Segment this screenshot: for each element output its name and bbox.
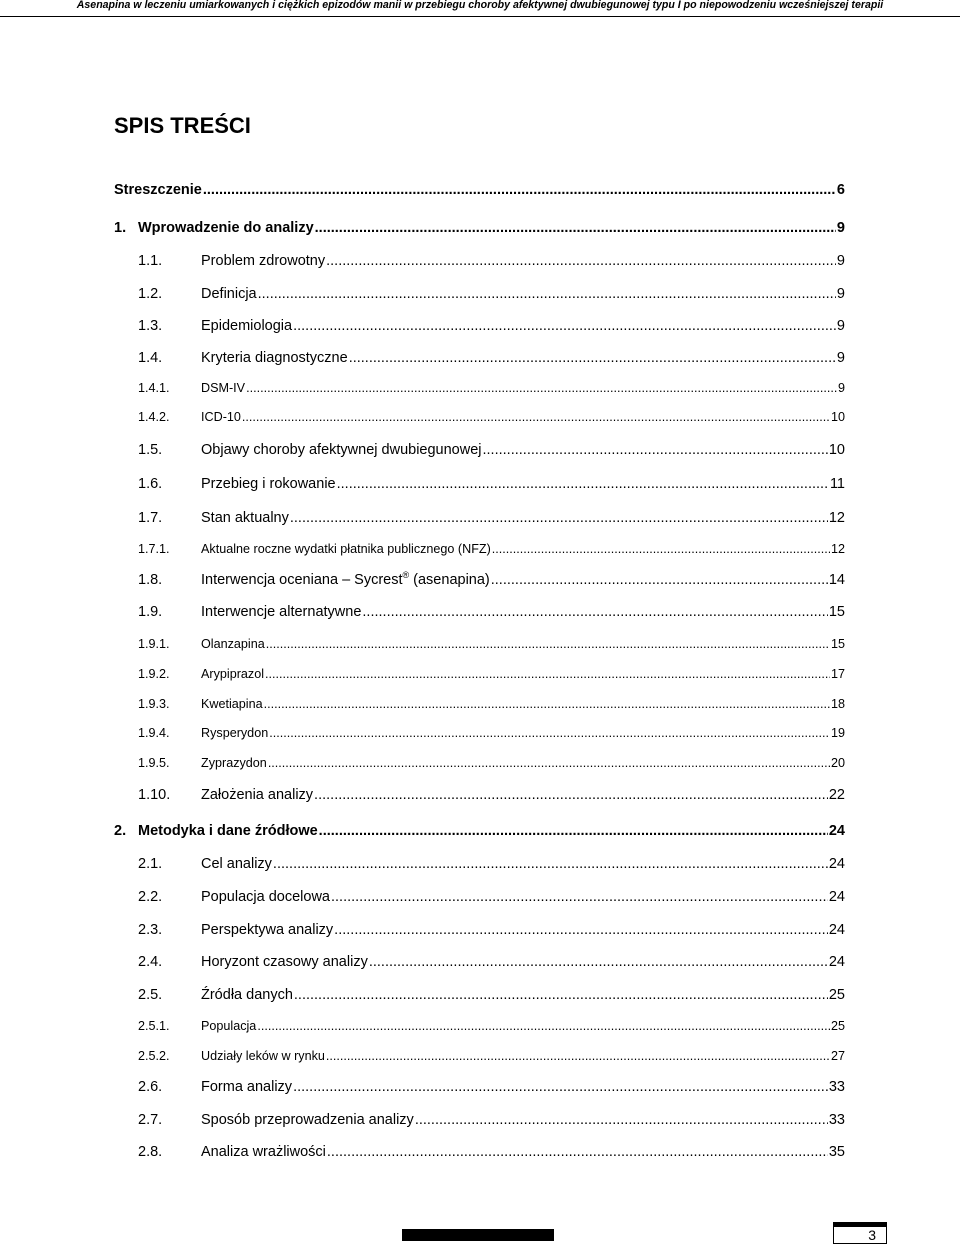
toc-entry-number: 2.5.2. [138, 1049, 170, 1063]
toc-entry[interactable] [0, 1016, 960, 1036]
toc-entry[interactable] [0, 753, 960, 773]
toc-entry-text: Perspektywa analizy [201, 922, 334, 938]
running-header: Asenapina w leczeniu umiarkowanych i ciężkich epizodów manii w przebiegu choroby afektywnej dwubiegunowej typu I po niepowodzeniu wcześniejszej terapii [0, 0, 960, 17]
toc-leader-dots [326, 1046, 830, 1066]
toc-entry-text: Interwencja oceniana – Sycrest® (asenapina) [201, 570, 490, 588]
toc-leader-dots [257, 1016, 830, 1036]
toc-entry-number: 1.9.1. [138, 637, 170, 651]
toc-leader-dots [483, 440, 828, 460]
toc-entry-number: 1.4. [138, 350, 163, 366]
toc-leader-dots [319, 821, 828, 841]
toc-page-number: 10 [828, 442, 845, 458]
toc-entry-text: Kwetiapina [201, 697, 263, 711]
toc-entry[interactable] [0, 664, 960, 684]
toc-leader-dots [203, 180, 836, 200]
toc-page-number: 24 [828, 954, 845, 970]
toc-entry[interactable] [0, 602, 960, 622]
toc-entry-number: 1. [114, 220, 127, 236]
toc-leader-dots [264, 694, 830, 714]
toc-page-number: 9 [836, 220, 845, 236]
toc-entry-number: 1.9.3. [138, 697, 170, 711]
toc-page-number: 25 [828, 987, 845, 1003]
toc-entry-text: Populacja [201, 1019, 257, 1033]
toc-entry-text: Przebieg i rokowanie [201, 476, 336, 492]
toc-page-number: 12 [828, 510, 845, 526]
toc-entry[interactable] [0, 887, 960, 907]
toc-entry-number: 2. [114, 823, 127, 839]
toc-entry-text: Metodyka i dane źródłowe [138, 823, 318, 839]
toc-entry-number: 2.1. [138, 856, 163, 872]
toc-entry[interactable] [0, 694, 960, 714]
toc-entry[interactable] [0, 284, 960, 304]
toc-page-number: 24 [828, 856, 845, 872]
toc-leader-dots [268, 753, 830, 773]
toc-leader-dots [362, 602, 827, 622]
toc-entry-number: 1.3. [138, 318, 163, 334]
toc-page-number: 33 [828, 1112, 845, 1128]
toc-entry-number: 1.7.1. [138, 542, 170, 556]
toc-page-number: 24 [828, 889, 845, 905]
toc-entry-number: 1.5. [138, 442, 163, 458]
toc-entry-text: ICD-10 [201, 410, 241, 424]
toc-entry[interactable] [0, 407, 960, 427]
toc-entry-number: 1.9. [138, 604, 163, 620]
toc-entry-text: Streszczenie [114, 182, 202, 198]
toc-page-number: 27 [830, 1049, 845, 1063]
toc-leader-dots [269, 723, 830, 743]
toc-entry[interactable] [0, 1046, 960, 1066]
page-title: SPIS TREŚCI [114, 113, 251, 138]
toc-leader-dots [266, 634, 830, 654]
toc-entry-text: Arypiprazol [201, 667, 264, 681]
toc-entry-streszczenie[interactable] [0, 180, 960, 200]
toc-entry[interactable] [0, 348, 960, 368]
registered-mark: ® [402, 570, 410, 581]
toc-entry-text: Analiza wrażliwości [201, 1144, 326, 1160]
toc-entry[interactable] [0, 920, 960, 940]
toc-entry-text: Horyzont czasowy analizy [201, 954, 368, 970]
page-number: 3 [833, 1222, 887, 1244]
toc-entry-text: Źródła danych [201, 987, 293, 1003]
toc-page-number: 19 [830, 726, 845, 740]
toc-entry[interactable] [0, 539, 960, 559]
toc-page-number: 11 [829, 476, 845, 492]
toc-entry[interactable] [0, 634, 960, 654]
toc-entry-number: 2.3. [138, 922, 163, 938]
toc-page-number: 22 [828, 787, 845, 803]
toc-leader-dots [369, 952, 828, 972]
toc-page-number: 35 [828, 1144, 845, 1160]
toc-entry-number: 2.7. [138, 1112, 163, 1128]
toc-page-number: 15 [828, 604, 845, 620]
toc-entry[interactable] [0, 251, 960, 271]
toc-entry-number: 1.9.4. [138, 726, 170, 740]
toc-entry-text: Udziały leków w rynku [201, 1049, 325, 1063]
toc-leader-dots [273, 854, 828, 874]
toc-entry-number: 1.9.5. [138, 756, 170, 770]
toc-entry-text: Problem zdrowotny [201, 253, 326, 269]
toc-leader-dots [415, 1110, 828, 1130]
toc-entry-text: Aktualne roczne wydatki płatnika publicznego (NFZ) [201, 542, 491, 556]
toc-entry-wprowadzenie[interactable] [0, 218, 960, 238]
toc-entry-text: Objawy choroby afektywnej dwubiegunowej [201, 442, 482, 458]
toc-entry-number: 2.6. [138, 1079, 163, 1095]
toc-entry-text: Rysperydon [201, 726, 269, 740]
toc-page-number: 12 [830, 542, 845, 556]
toc-entry-number: 2.8. [138, 1144, 163, 1160]
toc-entry-text: Stan aktualny [201, 510, 289, 526]
toc-page-number: 25 [830, 1019, 845, 1033]
toc-leader-dots [293, 316, 836, 336]
toc-entry[interactable] [0, 474, 960, 494]
toc-entry-text: Forma analizy [201, 1079, 293, 1095]
toc-leader-dots [334, 920, 828, 940]
toc-entry-text: Olanzapina [201, 637, 265, 651]
toc-entry[interactable] [0, 854, 960, 874]
toc-entry[interactable] [0, 723, 960, 743]
toc-entry-number: 1.7. [138, 510, 163, 526]
toc-entry-number: 1.8. [138, 572, 163, 588]
toc-leader-dots [337, 474, 829, 494]
toc-entry[interactable] [0, 785, 960, 805]
toc-page-number: 9 [836, 318, 845, 334]
toc-entry-text: DSM-IV [201, 381, 246, 395]
toc-page-number: 9 [836, 350, 845, 366]
toc-page-number: 20 [830, 756, 845, 770]
toc-page-number: 9 [836, 286, 845, 302]
toc-leader-dots [327, 1142, 828, 1162]
toc-entry-text: Sposób przeprowadzenia analizy [201, 1112, 414, 1128]
toc-entry-number: 1.4.1. [138, 381, 170, 395]
toc-entry-number: 1.10. [138, 787, 171, 803]
toc-page-number: 10 [830, 410, 845, 424]
toc-entry-text: Kryteria diagnostyczne [201, 350, 348, 366]
toc-entry-number: 1.1. [138, 253, 163, 269]
toc-entry-text: Założenia analizy [201, 787, 314, 803]
toc-page-number: 33 [828, 1079, 845, 1095]
toc-leader-dots [349, 348, 836, 368]
toc-entry-number: 1.9.2. [138, 667, 170, 681]
toc-leader-dots [314, 785, 828, 805]
toc-page-number: 14 [828, 572, 845, 588]
toc-leader-dots [246, 378, 837, 398]
toc-entry[interactable] [0, 952, 960, 972]
toc-entry-number: 1.2. [138, 286, 163, 302]
toc-page-number: 15 [830, 637, 845, 651]
toc-entry[interactable] [0, 570, 960, 590]
toc-leader-dots [290, 508, 828, 528]
toc-entry-number: 1.4.2. [138, 410, 170, 424]
toc-entry-text: Cel analizy [201, 856, 272, 872]
toc-entry-text: Zyprazydon [201, 756, 267, 770]
toc-entry[interactable] [0, 985, 960, 1005]
toc-entry-metodyka[interactable] [0, 821, 960, 841]
toc-leader-dots [326, 251, 836, 271]
toc-entry-text: Populacja docelowa [201, 889, 330, 905]
toc-entry[interactable] [0, 1077, 960, 1097]
toc-entry-number: 2.5.1. [138, 1019, 170, 1033]
toc-page-number: 9 [836, 253, 845, 269]
toc-page-number: 6 [836, 182, 845, 198]
toc-entry-text: Interwencje alternatywne [201, 604, 362, 620]
toc-entry[interactable] [0, 440, 960, 460]
toc-entry[interactable] [0, 508, 960, 528]
toc-leader-dots [315, 218, 836, 238]
toc-entry-number: 1.6. [138, 476, 163, 492]
toc-entry-text: Epidemiologia [201, 318, 293, 334]
toc-page-number: 17 [830, 667, 845, 681]
toc-leader-dots [293, 1077, 828, 1097]
toc-entry[interactable] [0, 1110, 960, 1130]
toc-entry-text: Wprowadzenie do analizy [138, 220, 314, 236]
footer-bar [402, 1229, 554, 1241]
toc-leader-dots [331, 887, 828, 907]
toc-page-number: 9 [837, 381, 845, 395]
toc-page-number: 18 [830, 697, 845, 711]
toc-leader-dots [492, 539, 830, 559]
toc-leader-dots [242, 407, 830, 427]
toc-page-number: 24 [828, 823, 845, 839]
toc-entry-text: Definicja [201, 286, 257, 302]
toc-entry-number: 2.2. [138, 889, 163, 905]
toc-entry[interactable] [0, 316, 960, 336]
toc-entry[interactable] [0, 378, 960, 398]
toc-entry[interactable] [0, 1142, 960, 1162]
toc-leader-dots [265, 664, 830, 684]
toc-leader-dots [491, 570, 828, 590]
toc-entry-number: 2.5. [138, 987, 163, 1003]
toc-page-number: 24 [828, 922, 845, 938]
toc-entry-number: 2.4. [138, 954, 163, 970]
toc-leader-dots [294, 985, 828, 1005]
toc-leader-dots [258, 284, 836, 304]
